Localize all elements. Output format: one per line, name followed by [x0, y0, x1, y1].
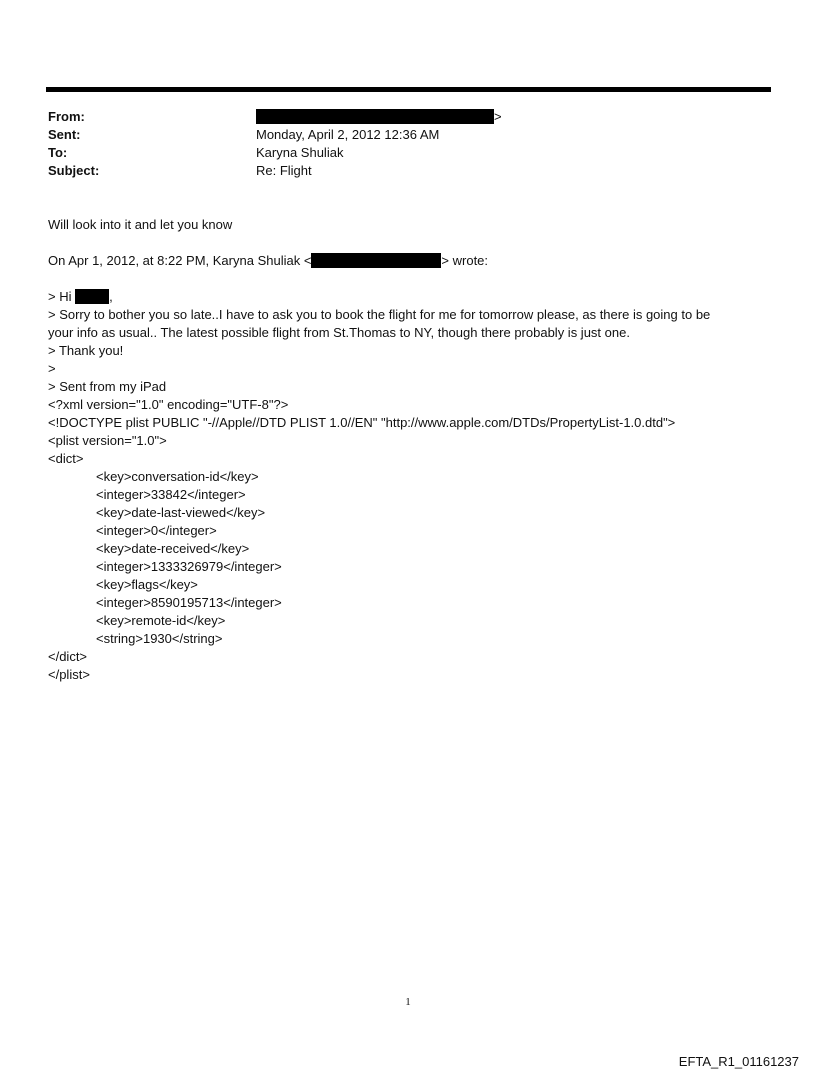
dict-line: <integer>0</integer>	[96, 523, 217, 538]
subject-label: Subject:	[48, 163, 100, 178]
subject-value: Re: Flight	[256, 163, 312, 178]
page-number: 1	[405, 996, 411, 1008]
dict-close: </dict>	[48, 649, 88, 664]
dict-line: <key>remote-id</key>	[96, 613, 226, 628]
quote-line: > Thank you!	[48, 343, 124, 358]
quote-greeting-after: ,	[109, 289, 113, 304]
redaction-block	[311, 253, 441, 268]
quote-intro	[48, 252, 778, 270]
dict-line: <key>date-received</key>	[96, 541, 250, 556]
email-body	[48, 216, 778, 684]
plist-open: <plist version="1.0">	[48, 433, 167, 448]
dict-open: <dict>	[48, 451, 84, 466]
from-value	[256, 108, 502, 126]
reply-text: Will look into it and let you know	[48, 217, 233, 232]
quote-greeting-before: > Hi	[48, 289, 76, 304]
dict-line: <key>date-last-viewed</key>	[96, 505, 266, 520]
quote-line: > Sent from my iPad	[48, 379, 167, 394]
subject-row	[48, 162, 748, 180]
quote-intro-before: On Apr 1, 2012, at 8:22 PM, Karyna Shuliak <	[48, 253, 312, 268]
xml-declaration: <?xml version="1.0" encoding="UTF-8"?>	[48, 397, 289, 412]
document-id: EFTA_R1_01161237	[678, 1054, 799, 1069]
quote-intro-after: > wrote:	[441, 253, 489, 268]
to-label: To:	[48, 145, 68, 160]
quote-line: >	[48, 361, 56, 376]
xml-doctype: <!DOCTYPE plist PUBLIC "-//Apple//DTD PLIST 1.0//EN" "http://www.apple.com/DTDs/PropertyList-1.0.dtd">	[48, 415, 676, 430]
email-header	[48, 108, 748, 180]
quote-greeting	[48, 288, 778, 306]
redaction-block	[256, 109, 494, 124]
dict-line: <string>1930</string>	[96, 631, 223, 646]
sent-value: Monday, April 2, 2012 12:36 AM	[256, 127, 440, 142]
quote-line: your info as usual.. The latest possible flight from St.Thomas to NY, though there probably is just one.	[48, 325, 630, 340]
sent-row	[48, 126, 748, 144]
to-value: Karyna Shuliak	[256, 145, 344, 160]
from-value-suffix: >	[494, 109, 502, 124]
sent-label: Sent:	[48, 127, 81, 142]
dict-line: <integer>8590195713</integer>	[96, 595, 282, 610]
dict-line: <key>flags</key>	[96, 577, 198, 592]
dict-line: <integer>1333326979</integer>	[96, 559, 282, 574]
from-label: From:	[48, 109, 85, 124]
dict-line: <integer>33842</integer>	[96, 487, 246, 502]
dict-line: <key>conversation-id</key>	[96, 469, 259, 484]
plist-close: </plist>	[48, 667, 90, 682]
quote-line: > Sorry to bother you so late..I have to ask you to book the flight for me for tomorrow please, as there is going to be	[48, 307, 711, 322]
from-row	[48, 108, 748, 126]
to-row	[48, 144, 748, 162]
redaction-block	[75, 289, 109, 304]
header-rule	[46, 87, 771, 92]
